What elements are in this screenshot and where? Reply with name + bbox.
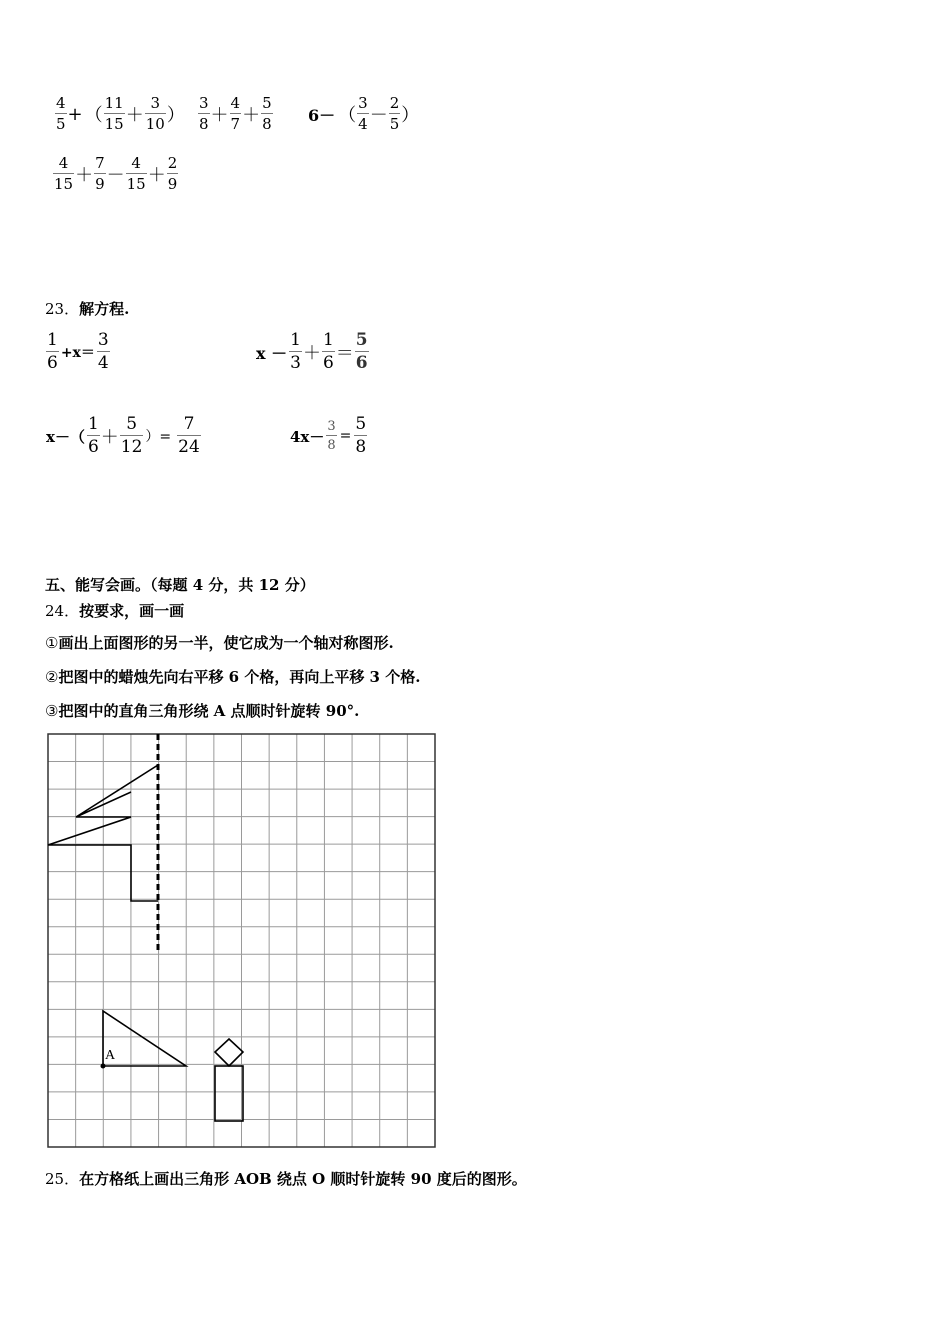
fraction: $\frac{4}{7}$: [230, 94, 241, 133]
candle-flame: [215, 1039, 243, 1066]
fraction: $\frac{2}{5}$: [389, 94, 400, 133]
fraction: $\frac{4}{15}$: [126, 154, 146, 193]
fraction: $\frac{1}{3}$: [290, 330, 301, 373]
equation-4: 4x－ $\frac{3}{8}$ = $\frac{5}{8}$: [290, 414, 367, 457]
fraction: $\frac{7}{24}$: [178, 414, 200, 457]
fraction: $\frac{4}{15}$: [54, 154, 74, 193]
question-23-title: 23．解方程.: [45, 300, 130, 318]
grid-lines: [48, 734, 435, 1147]
question-24-item-3: ③把图中的直角三角形绕 A 点顺时针旋转 90°.: [45, 702, 360, 720]
question-24-title: 24．按要求，画一画: [45, 602, 185, 620]
calc-expression-1: $\frac{4}{5}$ + （ $\frac{11}{15}$ ＋ $\frac{3}{10}$ ）: [56, 94, 185, 133]
fraction: $\frac{5}{8}$: [355, 414, 367, 457]
fraction: $\frac{1}{6}$: [87, 414, 99, 457]
fraction: $\frac{1}{6}$: [322, 330, 334, 373]
equation-1: $\frac{1}{6}$ +x＝ $\frac{3}{4}$: [47, 330, 109, 373]
calc-expression-3: 6－ （ $\frac{3}{4}$ － $\frac{2}{5}$ ）: [308, 94, 420, 133]
fraction: $\frac{3}{8}$: [327, 419, 336, 453]
fraction: $\frac{7}{9}$: [95, 154, 105, 193]
point-a-label: A: [105, 1048, 116, 1063]
fraction: $\frac{2}{9}$: [167, 154, 178, 193]
fraction: $\frac{4}{5}$: [56, 94, 66, 133]
point-a: [101, 1064, 106, 1069]
question-24-item-1: ①画出上面图形的另一半，使它成为一个轴对称图形.: [45, 634, 394, 652]
fraction: $\frac{3}{8}$: [199, 94, 209, 133]
question-24-item-2: ②把图中的蜡烛先向右平移 6 个格，再向上平移 3 个格.: [45, 668, 421, 686]
fraction: $\frac{3}{4}$: [358, 94, 368, 133]
fraction: $\frac{3}{10}$: [145, 94, 165, 133]
candle-body: [215, 1066, 243, 1121]
fraction: $\frac{3}{4}$: [97, 330, 109, 373]
question-25-text: 25．在方格纸上画出三角形 AOB 绕点 O 顺时针旋转 90 度后的图形。: [45, 1170, 527, 1188]
equation-3: x－（ $\frac{1}{6}$ ＋ $\frac{5}{12}$ ）= $\frac{7}{24}$: [46, 414, 200, 457]
right-triangle: [103, 1011, 186, 1066]
calc-expression-4: $\frac{4}{15}$ ＋ $\frac{7}{9}$ － $\frac{4}{15}$ ＋ $\frac{2}{9}$: [54, 154, 178, 193]
fraction: $\frac{5}{8}$: [262, 94, 272, 133]
calc-expression-2: $\frac{3}{8}$ ＋ $\frac{4}{7}$ ＋ $\frac{5}{8}$: [199, 94, 272, 133]
section-5-heading: 五、能写会画。（每题 4 分，共 12 分）: [45, 576, 315, 594]
fraction: $\frac{1}{6}$: [47, 330, 58, 373]
equation-2: x － $\frac{1}{3}$ ＋ $\frac{1}{6}$ ＝ $\frac{5}{6}$: [256, 330, 368, 373]
fraction: $\frac{11}{15}$: [104, 94, 124, 133]
fraction: $\frac{5}{6}$: [355, 330, 368, 373]
fraction: $\frac{5}{12}$: [120, 414, 143, 457]
